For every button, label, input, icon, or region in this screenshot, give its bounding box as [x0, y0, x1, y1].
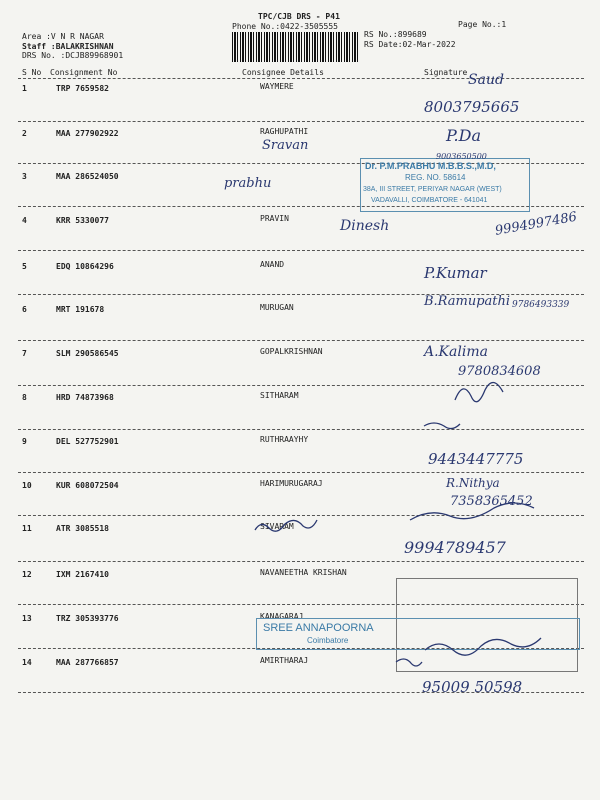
phone-number: Phone No.:0422-3505555 [232, 22, 338, 31]
row-consignment: TRP 7659582 [56, 84, 109, 93]
row-sno: 13 [22, 614, 32, 623]
rs-number: RS No.:899689 [364, 30, 427, 39]
row-consignment: KUR 608072504 [56, 481, 119, 490]
row-sno: 8 [22, 393, 27, 402]
row-consignee: GOPALKRISHNAN [260, 347, 323, 356]
handwritten-phone: 8003795665 [424, 98, 520, 116]
handwritten-phone: 9780834608 [458, 364, 541, 379]
row-consignment: TRZ 305393776 [56, 614, 119, 623]
doctor-name: Dr. P.M.PRABHU M.B.B.S.,M.D, [365, 161, 496, 171]
staff-label: Staff :BALAKRISHNAN [22, 42, 114, 51]
page-title: TPC/CJB DRS - P41 [258, 12, 340, 21]
row-consignee: RUTHRAAYHY [260, 435, 309, 444]
rs-date: RS Date:02-Mar-2022 [364, 40, 456, 49]
handwritten-note: 9003650500 [436, 152, 487, 161]
row-consignee: KANAGARAJ [260, 612, 304, 621]
row-consignee: HARIMURUGARAJ [260, 479, 323, 488]
col-header-consignment: Consignment No [50, 68, 118, 77]
page-number: Page No.:1 [458, 20, 507, 29]
handwritten-signature: P.Kumar [424, 264, 487, 282]
row-sno: 4 [22, 216, 27, 225]
signature-scribble [410, 503, 534, 520]
row-sno: 2 [22, 129, 27, 138]
row-consignee: WAYMERE [260, 82, 294, 91]
handwritten-signature: Saud [468, 72, 504, 88]
row-sno: 11 [22, 524, 32, 533]
row-consignee: MURUGAN [260, 303, 294, 312]
handwritten-signature: Dinesh [340, 218, 390, 234]
handwritten-signature: A.Kalima [424, 344, 488, 360]
row-consignment: DEL 527752901 [56, 437, 119, 446]
handwritten-phone: 9994997486 [494, 209, 579, 239]
hotel-city: Coimbatore [307, 636, 349, 645]
row-sno: 9 [22, 437, 27, 446]
handwritten-signature: Sravan [262, 138, 309, 153]
handwritten-phone: 9786493339 [512, 300, 570, 310]
row-sno: 7 [22, 349, 27, 358]
signature-scribble [455, 382, 503, 401]
row-consignment: EDQ 10864296 [56, 262, 114, 271]
signature-scribble [396, 659, 422, 666]
row-sno: 1 [22, 84, 27, 93]
col-header-signature: Signature [424, 68, 468, 77]
row-consignment: MAA 287766857 [56, 658, 119, 667]
row-consignment: HRD 74873968 [56, 393, 114, 402]
row-consignee: RAGHUPATHI [260, 127, 309, 136]
row-consignee: AMIRTHARAJ [260, 656, 309, 665]
row-sno: 12 [22, 570, 32, 579]
row-consignee: NAVANEETHA KRISHAN [260, 568, 347, 577]
row-consignment: MAA 286524050 [56, 172, 119, 181]
doctor-reg: REG. NO. 58614 [405, 173, 466, 182]
row-consignee: PRAVIN [260, 214, 289, 223]
area-label: Area :V N R NAGAR [22, 32, 104, 41]
row-consignee: SITHARAM [260, 391, 299, 400]
handwritten-phone: 9443447775 [428, 450, 524, 468]
row-sno: 6 [22, 305, 27, 314]
handwritten-phone: 7358365452 [450, 494, 533, 509]
row-sno: 5 [22, 262, 27, 271]
row-sno: 3 [22, 172, 27, 181]
row-sno: 10 [22, 481, 32, 490]
row-consignment: IXM 2167410 [56, 570, 109, 579]
col-header-consignee: Consignee Details [242, 68, 324, 77]
row-consignment: MAA 277902922 [56, 129, 119, 138]
row-consignee: ANAND [260, 260, 285, 269]
handwritten-signature: P.Da [446, 126, 481, 145]
handwritten-signature: B.Ramupathi [424, 294, 511, 309]
handwritten-signature: R.Nithya [446, 476, 500, 490]
col-header-sno: S No [22, 68, 42, 77]
signature-scribble [425, 638, 541, 655]
handwritten-phone: 95009 50598 [422, 678, 523, 696]
row-consignee: SIVARAM [260, 522, 294, 531]
doctor-address-1: 38A, III STREET, PERIYAR NAGAR (WEST) [363, 186, 502, 193]
hotel-name: SREE ANNAPOORNA [263, 622, 374, 634]
doctor-address-2: VADAVALLI, COIMBATORE - 641041 [371, 197, 488, 204]
drs-number: DRS No. :DCJB89968901 [22, 51, 124, 60]
handwritten-phone: 9994789457 [404, 538, 506, 557]
signature-scribble [424, 423, 460, 429]
row-consignment: KRR 5330077 [56, 216, 109, 225]
row-consignment: ATR 3085518 [56, 524, 109, 533]
row-sno: 14 [22, 658, 32, 667]
handwritten-signature: prabhu [224, 176, 272, 191]
signature-scribble [255, 520, 317, 531]
row-consignment: SLM 290586545 [56, 349, 119, 358]
row-consignment: MRT 191678 [56, 305, 105, 314]
